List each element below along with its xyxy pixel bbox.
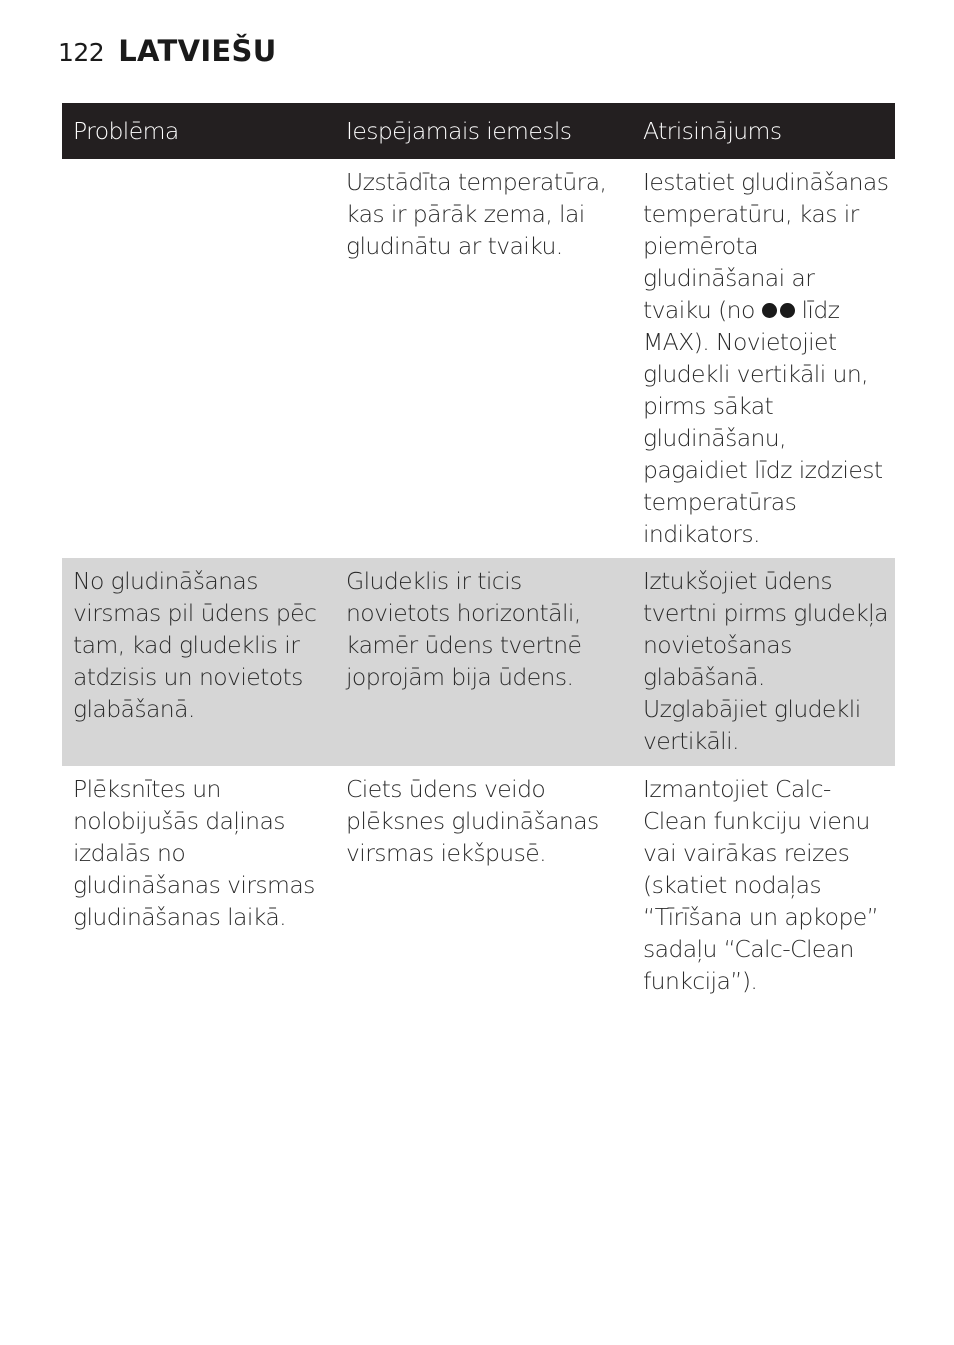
solution-text-after: līdz MAX). Novietojiet gludekli vertikāli un, pirms sākat gludināšanu, pagaidiet līdz izdziest temperatūras indikators. (643, 296, 883, 548)
cell-cause: Gludeklis ir ticis novietots horizontāli, kamēr ūdens tvertnē joprojām bija ūdens. (346, 567, 582, 691)
section-title: LATVIEŠU (118, 34, 277, 68)
table-header-row (62, 103, 895, 159)
page-number: 122 (58, 38, 105, 67)
cell-solution: Iztukšojiet ūdens tvertni pirms gludekļa novietošanas glabāšanā. Uzglabājiet gludekli vertikāli. (643, 567, 888, 755)
cell-solution (632, 159, 895, 558)
table-row (62, 159, 895, 558)
cell-problem: No gludināšanas virsmas pil ūdens pēc tam, kad gludeklis ir atdzisis un novietots glabāšanā. (73, 567, 317, 723)
solution-text-before: Iestatiet gludināšanas temperatūru, kas ir piemērota gludināšanai ar tvaiku (no (643, 168, 889, 324)
cell-problem (62, 159, 335, 558)
cell-problem: Plēksnītes un nolobijušās daļinas izdalās no gludināšanas virsmas gludināšanas laikā. (73, 775, 315, 931)
header-solution: Atrisinājums (643, 117, 782, 145)
dot-icon (762, 303, 777, 318)
table-row (62, 766, 895, 1012)
troubleshooting-table (62, 103, 895, 1012)
page-header (58, 34, 277, 74)
temperature-dots (762, 294, 795, 326)
dot-icon (780, 303, 795, 318)
header-problem: Problēma (73, 117, 179, 145)
cell-cause: Ciets ūdens veido plēksnes gludināšanas virsmas iekšpusē. (346, 775, 599, 867)
cell-cause: Uzstādīta temperatūra, kas ir pārāk zema, lai gludinātu ar tvaiku. (346, 168, 607, 260)
cell-solution: Izmantojiet Calc-Clean funkciju vienu vai vairākas reizes (skatiet nodaļas “Tīrīšana un apkope” sadaļu “Calc-Clean funkcija”). (643, 775, 879, 995)
table-row (62, 558, 895, 766)
header-cause: Iespējamais iemesls (346, 117, 572, 145)
